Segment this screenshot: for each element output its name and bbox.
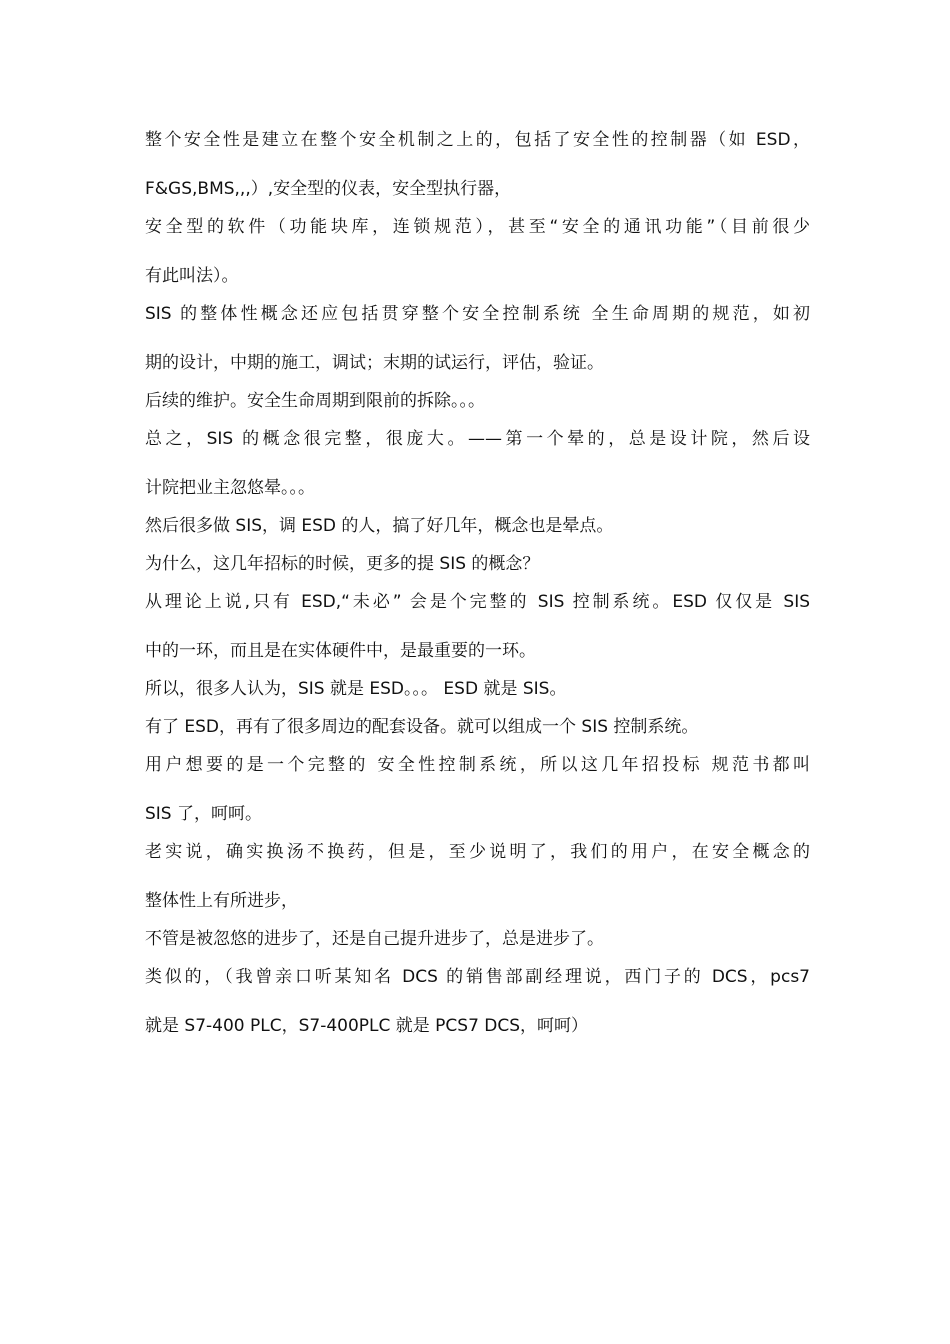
paragraph xyxy=(145,838,810,915)
text-line: 计院把业主忽悠晕。。。 xyxy=(145,478,315,498)
paragraph xyxy=(145,925,810,953)
paragraph xyxy=(145,751,810,828)
paragraph xyxy=(145,300,810,377)
text-line: 总之，SIS 的概念很完整，很庞大。——第一个晕的，总是设计院，然后设 xyxy=(145,429,810,449)
text-line: 所以，很多人认为，SIS 就是 ESD。。。 ESD 就是 SIS。 xyxy=(145,679,567,699)
paragraph xyxy=(145,550,810,578)
text-line: 后续的维护。安全生命周期到限前的拆除。。。 xyxy=(145,391,485,411)
paragraph xyxy=(145,512,810,540)
text-line: SIS 了，呵呵。 xyxy=(145,804,262,824)
text-line: 不管是被忽悠的进步了，还是自己提升进步了，总是进步了。 xyxy=(145,929,604,949)
text-line: 就是 S7-400 PLC，S7-400PLC 就是 PCS7 DCS，呵呵） xyxy=(145,1016,589,1036)
text-line: 有此叫法）。 xyxy=(145,266,239,286)
text-line: 有了 ESD，再有了很多周边的配套设备。就可以组成一个 SIS 控制系统。 xyxy=(145,717,699,737)
paragraph xyxy=(145,425,810,502)
text-line: 整体性上有所进步， xyxy=(145,891,298,911)
text-line: F&GS,BMS,,,）,安全型的仪表，安全型执行器， xyxy=(145,179,512,199)
text-line: 期的设计，中期的施工，调试；末期的试运行，评估，验证。 xyxy=(145,353,604,373)
text-line: 从理论上说,只有 ESD,“未必” 会是个完整的 SIS 控制系统。ESD 仅仅是 SIS xyxy=(145,592,810,612)
paragraph xyxy=(145,963,810,1040)
paragraph xyxy=(145,213,810,290)
text-line: 安全型的软件（功能块库，连锁规范），甚至“安全的通讯功能”（目前很少 xyxy=(145,217,810,237)
paragraph xyxy=(145,387,810,415)
paragraph xyxy=(145,713,810,741)
text-line: 类似的，（我曾亲口听某知名 DCS 的销售部副经理说，西门子的 DCS，pcs7 xyxy=(145,967,810,987)
document-body xyxy=(145,126,810,1050)
text-line: 用户想要的是一个完整的 安全性控制系统，所以这几年招投标 规范书都叫 xyxy=(145,755,810,775)
text-line: 中的一环，而且是在实体硬件中，是最重要的一环。 xyxy=(145,641,536,661)
text-line: 老实说，确实换汤不换药，但是，至少说明了，我们的用户，在安全概念的 xyxy=(145,842,810,862)
text-line: 为什么，这几年招标的时候，更多的提 SIS 的概念？ xyxy=(145,554,540,574)
text-line: 整个安全性是建立在整个安全机制之上的，包括了安全性的控制器（如 ESD， xyxy=(145,130,810,150)
text-line: SIS 的整体性概念还应包括贯穿整个安全控制系统 全生命周期的规范，如初 xyxy=(145,304,810,324)
paragraph xyxy=(145,126,810,203)
paragraph xyxy=(145,588,810,665)
paragraph xyxy=(145,675,810,703)
text-line: 然后很多做 SIS，调 ESD 的人，搞了好几年，概念也是晕点。 xyxy=(145,516,614,536)
